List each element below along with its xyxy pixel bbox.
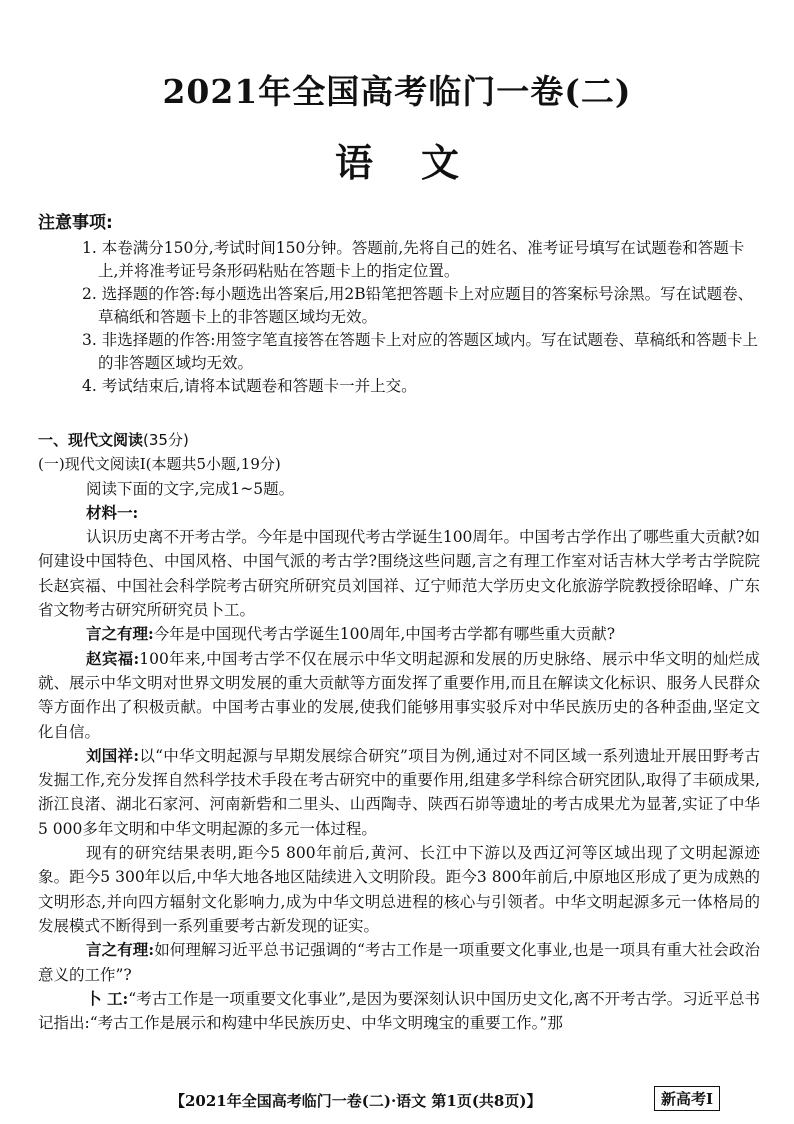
paragraph-text: 100年来,中国考古学不仅在展示中华文明起源和发展的历史脉络、展示中华文明的灿烂成就、展示中华文明对世界文明发展的重大贡献等方面发挥了重要作用,而且在解读文化标识、服务人民群众等方面作出了积极贡献。中国考古事业的发展,使我们能够用事实驳斥对中华民族历史的各种歪曲,坚定文化自信。 bbox=[38, 649, 760, 741]
page-footer: 【2021年全国高考临门一卷(二)·语文 第1页(共8页)】 bbox=[170, 1092, 542, 1110]
answer-paragraph-continued: 现有的研究结果表明,距今5 800年前后,黄河、长江中下游以及西辽河等区域出现了文明起源迹象。距今5 300年以后,中华大地各地区陆续进入文明阶段。距今3 800年前后,中原地区形成了更为成熟的文明形态,并向四方辐射文化影响力,成为中华文明总进程的核心与引领者。中华文明起源多元一体格局的发展模式不断得到一系列重要考古新发现的证实。 bbox=[38, 844, 760, 935]
section-heading-main: 一、现代文阅读 bbox=[38, 431, 144, 449]
question-paragraph bbox=[38, 938, 760, 987]
notice-heading: 注意事项: bbox=[38, 213, 113, 233]
speaker-name: 赵宾福: bbox=[86, 648, 140, 668]
edition-badge: 新高考Ⅰ bbox=[654, 1086, 720, 1111]
section-heading bbox=[38, 428, 760, 452]
notice-block bbox=[38, 208, 760, 398]
sub-section-heading: (一)现代文阅读Ⅰ(本题共5小题,19分) bbox=[38, 455, 281, 474]
speaker-name: 刘国祥: bbox=[86, 745, 140, 765]
answer-paragraph bbox=[38, 987, 760, 1036]
paragraph-text: 如何理解习近平总书记强调的“考古工作是一项重要文化事业,也是一项具有重大社会政治意义的工作”? bbox=[38, 941, 760, 984]
answer-paragraph bbox=[38, 647, 760, 744]
paragraph-text: “考古工作是一项重要文化事业”,是因为要深刻认识中国历史文化,离不开考古学。习近平总书记指出:“考古工作是展示和构建中华民族历史、中华文明瑰宝的重要工作。”那 bbox=[38, 989, 760, 1033]
intro-paragraph: 认识历史离不开考古学。今年是中国现代考古学诞生100周年。中国考古学作出了哪些重大贡献?如何建设中国特色、中国风格、中国气派的考古学?围绕这些问题,言之有理工作室对话吉林大学考古学院院长赵宾福、中国社会科学院考古研究所研究员刘国祥、辽宁师范大学历史文化旅游学院教授徐昭峰、广东省文物考古研究所研究员卜工。 bbox=[38, 528, 760, 620]
reading-section bbox=[38, 428, 760, 1035]
notice-item: 3. 非选择题的作答:用签字笔直接答在答题卡上对应的答题区域内。写在试题卷、草稿纸和答题卡上的非答题区域均无效。 bbox=[82, 331, 758, 372]
paragraph-text: 以“中华文明起源与早期发展综合研究”项目为例,通过对不同区域一系列遗址开展田野考古发掘工作,充分发挥自然科学技术手段在考古研究中的重要作用,组建多学科综合研究团队,取得了丰硕成果,浙江良渚、湖北石家河、河南新砦和二里头、山西陶寺、陕西石峁等遗址的考古成果尤为显著,实证了中华5 000多年文明和中华文明起源的多元一体过程。 bbox=[38, 746, 760, 838]
notice-item: 2. 选择题的作答:每小题选出答案后,用2B铅笔把答题卡上对应题目的答案标号涂黑。写在试题卷、草稿纸和答题卡上的非答题区域均无效。 bbox=[82, 285, 754, 326]
notice-item: 1. 本卷满分150分,考试时间150分钟。答题前,先将自己的姓名、准考证号填写在试题卷和答题卡上,并将准考证号条形码粘贴在答题卡上的指定位置。 bbox=[82, 239, 745, 280]
question-paragraph bbox=[38, 622, 760, 646]
instruction-text: 阅读下面的文字,完成1~5题。 bbox=[86, 479, 295, 498]
section-heading-score: (35分) bbox=[143, 431, 189, 449]
paragraph-text: 今年是中国现代考古学诞生100周年,中国考古学都有哪些重大贡献? bbox=[153, 625, 616, 644]
exam-title: 2021年全国高考临门一卷(二) bbox=[162, 72, 632, 111]
answer-paragraph bbox=[38, 744, 760, 841]
subject-title: 语文 bbox=[334, 140, 507, 185]
notice-list bbox=[38, 237, 760, 398]
notice-item: 4. 考试结束后,请将本试题卷和答题卡一并上交。 bbox=[82, 377, 417, 395]
material-label: 材料一: bbox=[86, 502, 139, 522]
speaker-name: 卜 工: bbox=[86, 988, 129, 1008]
speaker-name: 言之有理: bbox=[86, 624, 154, 644]
speaker-name: 言之有理: bbox=[86, 940, 155, 960]
